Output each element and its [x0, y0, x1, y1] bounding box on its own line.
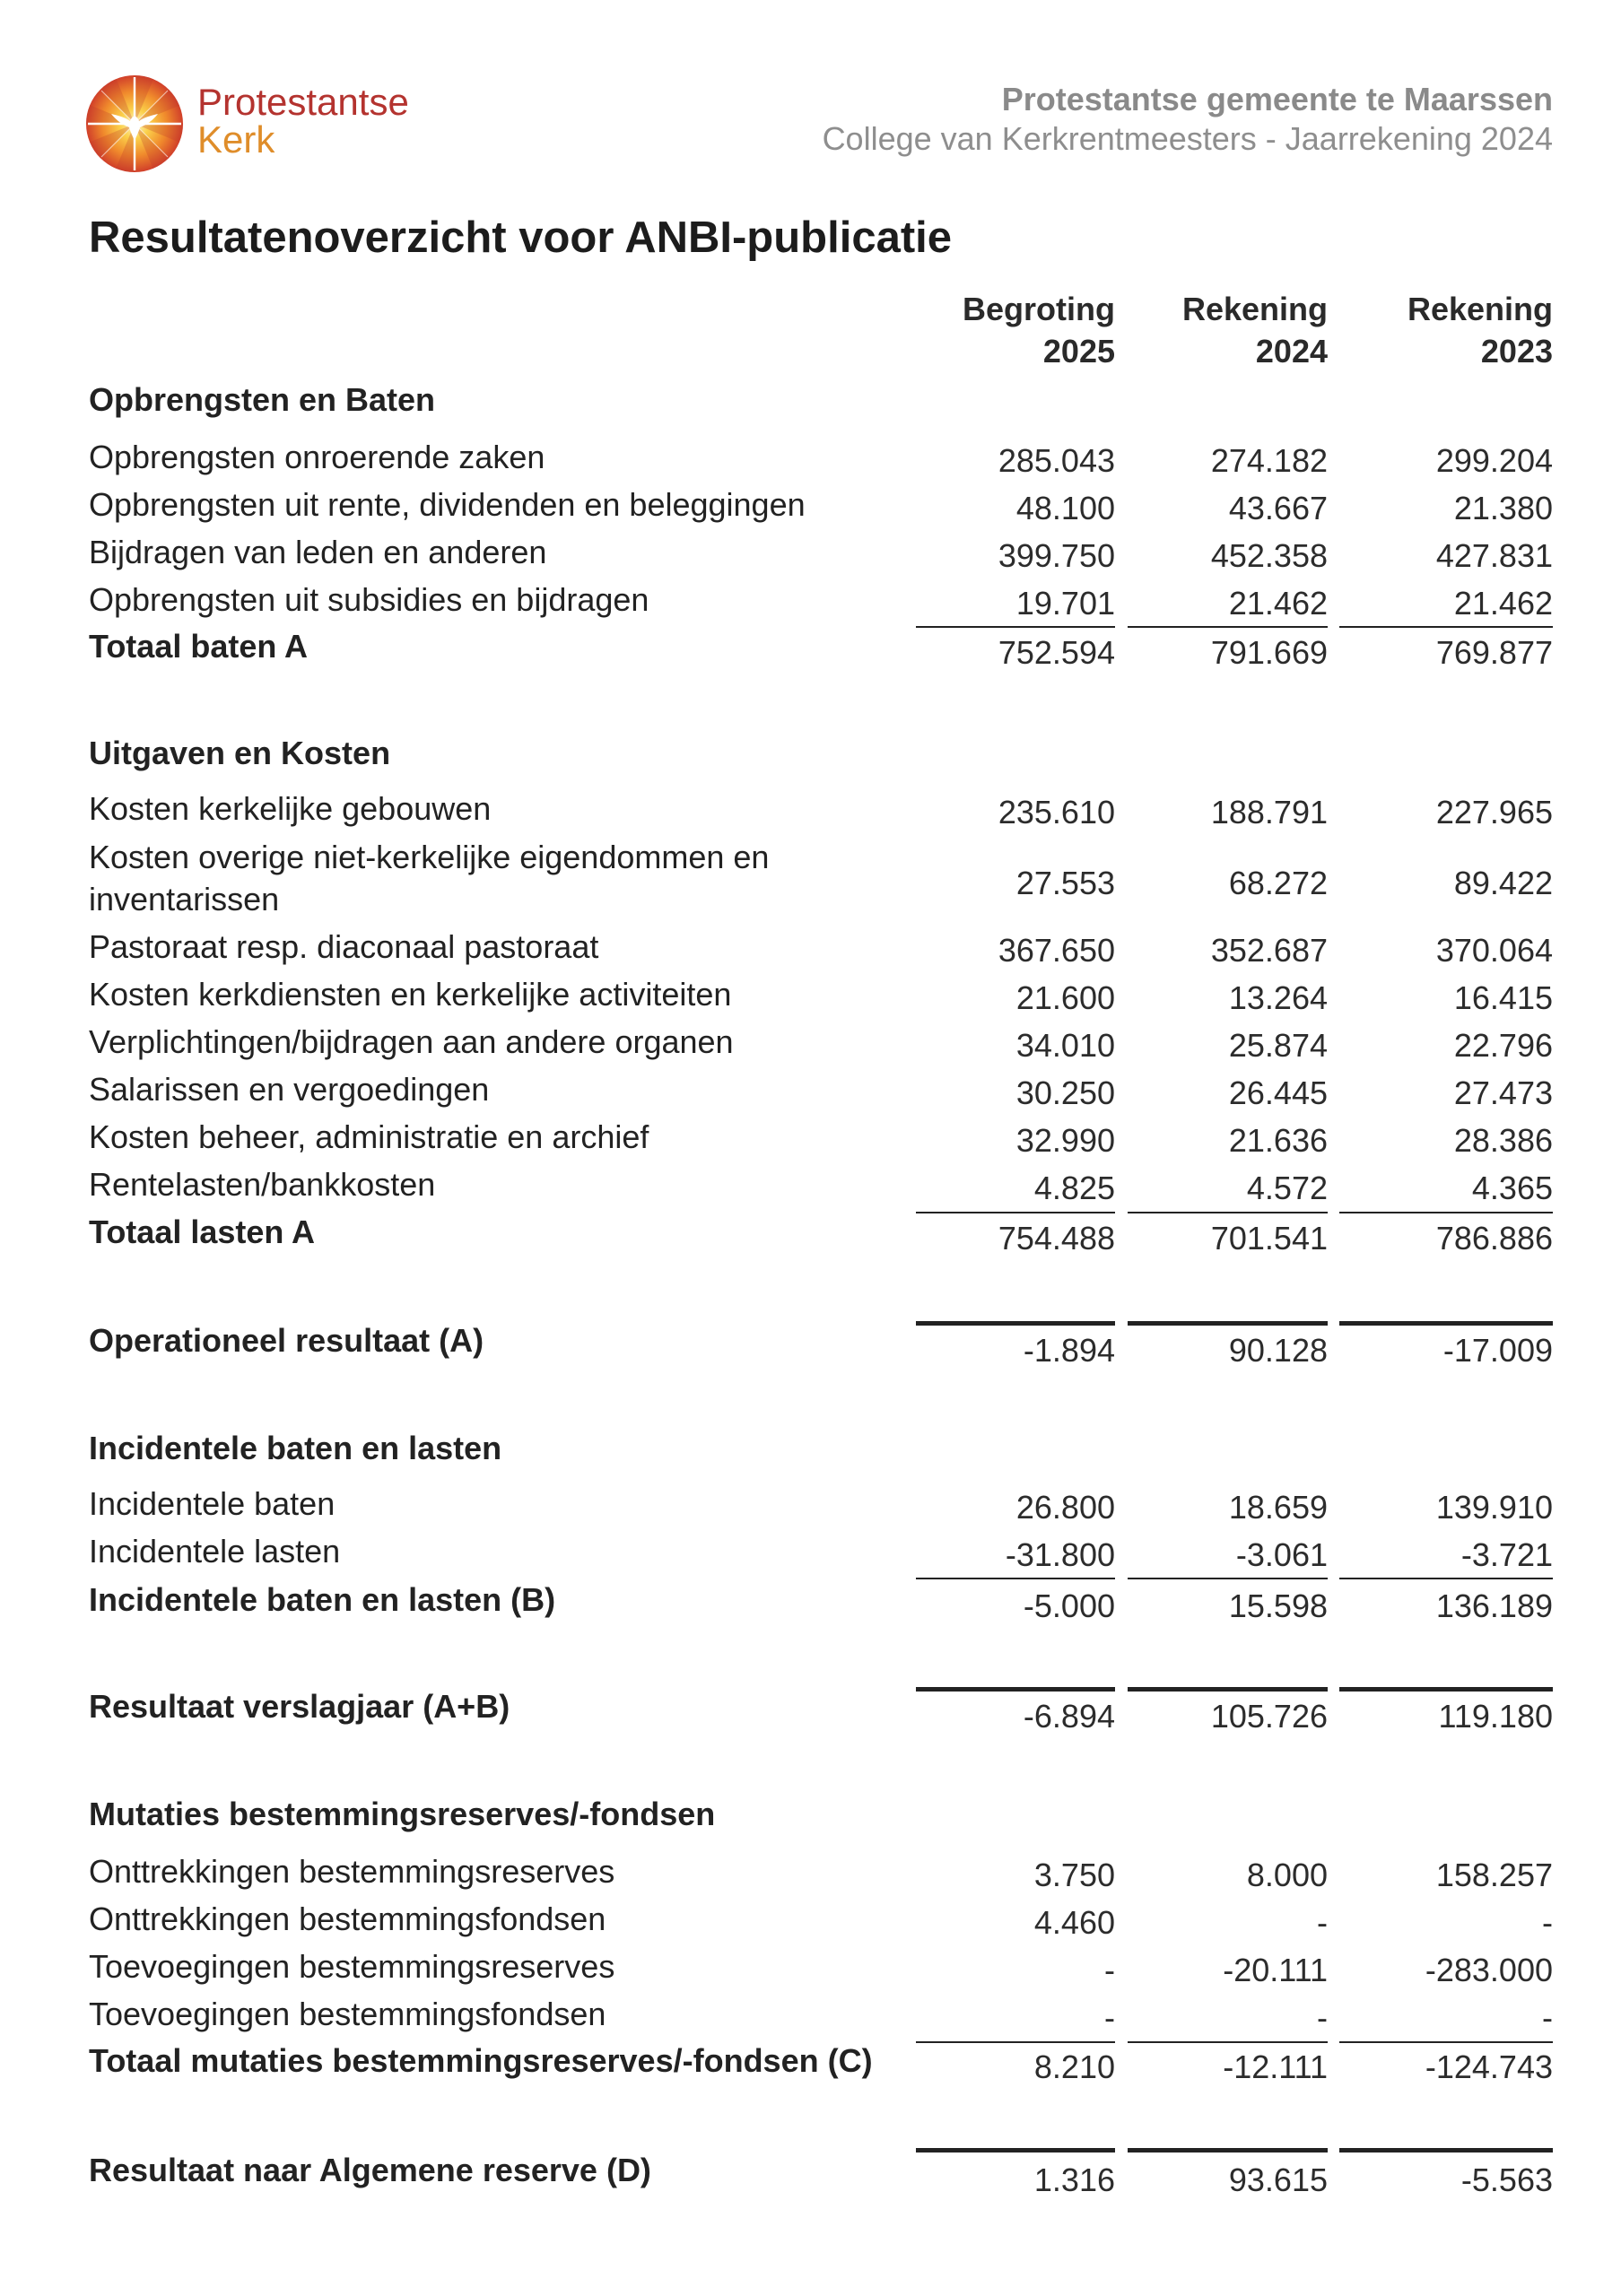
value-rekening-2024: -12.111 [1223, 2048, 1328, 2085]
row-opbrengsten-rente-dividenden [89, 483, 1553, 526]
value-begroting-2025: -6.894 [1023, 1698, 1115, 1735]
value-rekening-2023: -283.000 [1425, 1952, 1553, 1988]
value-begroting-2025: 26.800 [1015, 1489, 1115, 1526]
value-begroting-2025: 367.650 [998, 932, 1115, 969]
column-header-rekening-2023 [1339, 288, 1553, 372]
row-label: Onttrekkingen bestemmingsreserves [89, 1853, 615, 1890]
value-rekening-2023: 119.180 [1438, 1698, 1553, 1735]
value-rekening-2023: 370.064 [1435, 932, 1553, 969]
row-label: Salarissen en vergoedingen [89, 1071, 490, 1108]
row-salarissen [89, 1068, 1553, 1110]
row-label: Totaal lasten A [89, 1213, 316, 1250]
value-begroting-2025: 754.488 [998, 1220, 1115, 1257]
value-rekening-2023: - [1542, 1999, 1553, 2036]
value-rekening-2024: 18.659 [1228, 1489, 1328, 1526]
row-toevoegingen-fondsen [89, 1993, 1553, 2035]
value-rekening-2024: 8.000 [1246, 1857, 1328, 1893]
value-rekening-2023: 786.886 [1435, 1220, 1553, 1257]
value-begroting-2025: 4.825 [1033, 1170, 1115, 1206]
value-rekening-2024: 21.462 [1228, 585, 1328, 622]
column-header-label: Rekening [1181, 291, 1328, 327]
column-header-begroting-2025 [916, 288, 1115, 372]
section-heading-label: Opbrengsten en Baten [89, 381, 436, 418]
value-rekening-2024: 188.791 [1210, 794, 1328, 831]
value-rekening-2024: 90.128 [1228, 1332, 1328, 1369]
value-rekening-2024: 4.572 [1246, 1170, 1328, 1206]
value-rekening-2024: 26.445 [1228, 1074, 1328, 1111]
row-label: Toevoegingen bestemmingsreserves [89, 1948, 615, 1985]
value-rekening-2024: - [1317, 1999, 1328, 2036]
row-bijdragen-leden [89, 531, 1553, 573]
row-label: Operationeel resultaat (A) [89, 1322, 484, 1359]
row-verplichtingen-bijdragen [89, 1021, 1553, 1063]
page-title: Resultatenoverzicht voor ANBI-publicatie [89, 213, 953, 262]
row-label: Toevoegingen bestemmingsfondsen [89, 1996, 606, 2032]
row-label: Verplichtingen/bijdragen aan andere organen [89, 1023, 734, 1060]
row-opbrengsten-onroerende-zaken [89, 436, 1553, 478]
value-begroting-2025: -5.000 [1023, 1587, 1115, 1624]
value-rekening-2024: -3.061 [1235, 1536, 1328, 1573]
row-kosten-overige-eigendommen [89, 836, 1553, 920]
column-header-label: Begroting [963, 291, 1115, 327]
value-begroting-2025: 399.750 [998, 537, 1115, 574]
value-begroting-2025: 48.100 [1015, 490, 1115, 526]
value-rekening-2024: 15.598 [1228, 1587, 1328, 1624]
row-kosten-beheer [89, 1116, 1553, 1158]
protestantse-kerk-logo-icon [85, 74, 184, 173]
value-rekening-2023: 21.380 [1453, 490, 1553, 526]
section-heading-incidentele-baten-lasten [89, 1427, 1553, 1469]
value-begroting-2025: 285.043 [998, 442, 1115, 479]
value-begroting-2025: 21.600 [1015, 979, 1115, 1016]
logo-wordmark-protestantse: Protestantse [197, 81, 409, 123]
column-headers [89, 288, 1553, 372]
row-toevoegingen-reserves [89, 1945, 1553, 1987]
column-header-year: 2023 [1480, 333, 1553, 370]
value-rekening-2024: 105.726 [1210, 1698, 1328, 1735]
column-header-label: Rekening [1407, 291, 1553, 327]
logo-wordmark-kerk: Kerk [197, 118, 275, 161]
row-label: Opbrengsten uit rente, dividenden en beleggingen [89, 486, 806, 523]
row-pastoraat [89, 926, 1553, 968]
value-begroting-2025: - [1104, 1952, 1115, 1988]
value-rekening-2024: -20.111 [1223, 1952, 1328, 1988]
value-begroting-2025: -31.800 [1005, 1536, 1115, 1573]
value-begroting-2025: -1.894 [1023, 1332, 1115, 1369]
row-totaal-lasten-a [89, 1211, 1553, 1257]
row-incidentele-baten [89, 1483, 1553, 1525]
value-begroting-2025: - [1104, 1999, 1115, 2036]
row-operationeel-resultaat [89, 1319, 1553, 1369]
row-onttrekkingen-fondsen [89, 1898, 1553, 1940]
value-begroting-2025: 8.210 [1033, 2048, 1115, 2085]
value-rekening-2024: 452.358 [1210, 537, 1328, 574]
value-rekening-2023: -17.009 [1442, 1332, 1553, 1369]
row-label: Rentelasten/bankkosten [89, 1166, 436, 1203]
value-rekening-2024: 701.541 [1210, 1220, 1328, 1257]
document-subtitle: College van Kerkrentmeesters - Jaarrekening 2024 [822, 120, 1553, 157]
row-totaal-mutaties-c [89, 2039, 1553, 2085]
row-label: Incidentele lasten [89, 1533, 341, 1570]
value-rekening-2024: - [1317, 1904, 1328, 1941]
column-header-year: 2024 [1255, 333, 1328, 370]
row-label: Onttrekkingen bestemmingsfondsen [89, 1900, 606, 1937]
value-rekening-2023: 21.462 [1453, 585, 1553, 622]
row-rentelasten [89, 1163, 1553, 1205]
value-rekening-2023: 22.796 [1453, 1027, 1553, 1064]
value-rekening-2024: 25.874 [1228, 1027, 1328, 1064]
value-rekening-2023: 28.386 [1453, 1122, 1553, 1159]
row-label: Kosten beheer, administratie en archief [89, 1118, 649, 1155]
organization-name: Protestantse gemeente te Maarssen [1001, 81, 1553, 117]
value-begroting-2025: 19.701 [1015, 585, 1115, 622]
row-label: Bijdragen van leden en anderen [89, 534, 547, 570]
row-label: Pastoraat resp. diaconaal pastoraat [89, 928, 599, 965]
value-rekening-2024: 93.615 [1228, 2161, 1328, 2198]
row-incidentele-lasten [89, 1530, 1553, 1572]
value-begroting-2025: 30.250 [1015, 1074, 1115, 1111]
row-label: Opbrengsten uit subsidies en bijdragen [89, 581, 649, 618]
column-header-rekening-2024 [1128, 288, 1328, 372]
row-label: Kosten kerkdiensten en kerkelijke activiteiten [89, 976, 732, 1013]
value-rekening-2023: 299.204 [1435, 442, 1553, 479]
value-rekening-2023: -3.721 [1460, 1536, 1553, 1573]
row-kosten-kerkdiensten [89, 973, 1553, 1015]
value-begroting-2025: 34.010 [1015, 1027, 1115, 1064]
row-totaal-baten-a [89, 625, 1553, 671]
row-label: Totaal mutaties bestemmingsreserves/-fondsen (C) [89, 2042, 873, 2079]
value-rekening-2023: 139.910 [1435, 1489, 1553, 1526]
value-rekening-2023: 89.422 [1453, 864, 1553, 901]
row-label: Incidentele baten en lasten (B) [89, 1581, 556, 1618]
section-heading-label: Incidentele baten en lasten [89, 1430, 502, 1466]
value-begroting-2025: 752.594 [998, 634, 1115, 671]
row-label: Opbrengsten onroerende zaken [89, 439, 545, 475]
value-rekening-2023: 4.365 [1471, 1170, 1553, 1206]
value-rekening-2024: 68.272 [1228, 864, 1328, 901]
value-rekening-2023: 158.257 [1435, 1857, 1553, 1893]
row-resultaat-algemene-reserve [89, 2149, 1553, 2198]
value-rekening-2023: -124.743 [1425, 2048, 1553, 2085]
value-rekening-2024: 13.264 [1228, 979, 1328, 1016]
value-begroting-2025: 27.553 [1015, 864, 1115, 901]
value-begroting-2025: 235.610 [998, 794, 1115, 831]
row-label: Kosten overige niet-kerkelijke eigendommen en inventarissen [89, 839, 770, 918]
section-heading-label: Uitgaven en Kosten [89, 735, 391, 771]
value-begroting-2025: 3.750 [1033, 1857, 1115, 1893]
value-begroting-2025: 1.316 [1033, 2161, 1115, 2198]
row-incidentele-baten-lasten-b [89, 1578, 1553, 1624]
value-rekening-2023: -5.563 [1460, 2161, 1553, 2198]
value-rekening-2023: 16.415 [1453, 979, 1553, 1016]
value-rekening-2023: 136.189 [1435, 1587, 1553, 1624]
value-begroting-2025: 4.460 [1033, 1904, 1115, 1941]
row-kosten-kerkelijke-gebouwen [89, 787, 1553, 830]
row-opbrengsten-subsidies [89, 578, 1553, 621]
column-header-year: 2025 [1042, 333, 1115, 370]
row-resultaat-verslagjaar [89, 1685, 1553, 1735]
value-rekening-2023: 27.473 [1453, 1074, 1553, 1111]
row-label: Resultaat verslagjaar (A+B) [89, 1688, 510, 1725]
value-rekening-2024: 791.669 [1210, 634, 1328, 671]
section-heading-mutaties [89, 1793, 1553, 1835]
row-label: Totaal baten A [89, 628, 309, 665]
section-heading-opbrengsten-baten [89, 378, 1553, 421]
row-label: Resultaat naar Algemene reserve (D) [89, 2152, 651, 2188]
value-rekening-2023: 227.965 [1435, 794, 1553, 831]
value-begroting-2025: 32.990 [1015, 1122, 1115, 1159]
row-onttrekkingen-reserves [89, 1850, 1553, 1892]
value-rekening-2024: 21.636 [1228, 1122, 1328, 1159]
value-rekening-2024: 352.687 [1210, 932, 1328, 969]
value-rekening-2023: 427.831 [1435, 537, 1553, 574]
row-label: Incidentele baten [89, 1485, 336, 1522]
value-rekening-2024: 274.182 [1210, 442, 1328, 479]
row-label: Kosten kerkelijke gebouwen [89, 790, 492, 827]
value-rekening-2023: - [1542, 1904, 1553, 1941]
section-heading-uitgaven-kosten [89, 732, 1553, 774]
value-rekening-2023: 769.877 [1435, 634, 1553, 671]
section-heading-label: Mutaties bestemmingsreserves/-fondsen [89, 1796, 716, 1832]
value-rekening-2024: 43.667 [1228, 490, 1328, 526]
